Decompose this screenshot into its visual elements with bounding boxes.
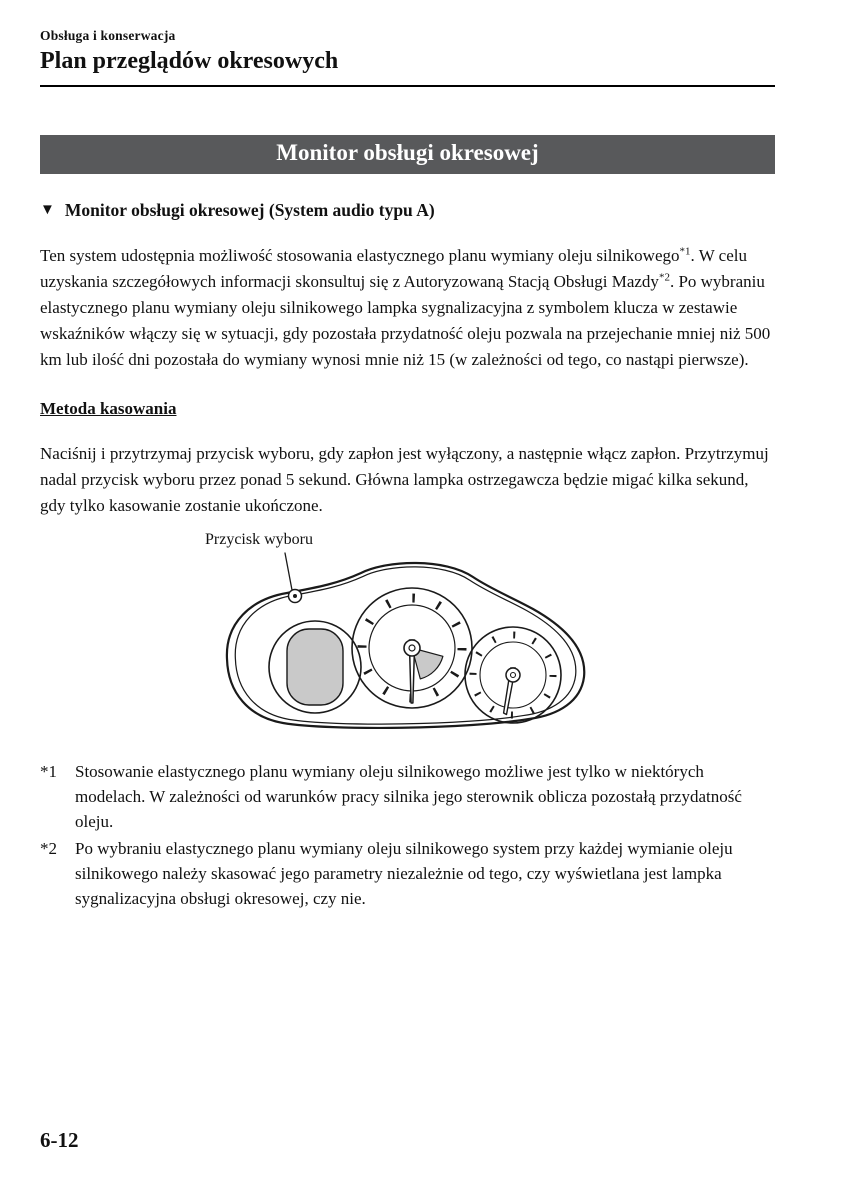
- footnote-1-marker: *1: [40, 762, 57, 781]
- footnote-2: [40, 836, 775, 911]
- center-gauge-hub: [404, 640, 420, 656]
- section-label: Obsługa i konserwacja: [40, 28, 176, 43]
- triangle-marker-icon: ▼: [40, 202, 55, 218]
- footnote-2-text: Po wybraniu elastycznego planu wymiany oleju silnikowego system przy każdej wymianie oleju silnikowego należy skasować jego parametry niezależnie od tego, czy wyświetlana jest lampka sygnalizacyjna obsługi okresowej, czy nie.: [75, 839, 733, 908]
- figure-label: Przycisk wyboru: [205, 531, 313, 548]
- footnote-1-text: Stosowanie elastycznego planu wymiany oleju silnikowego możliwe jest tylko w niektórych modelach. W zależności od warunków pracy silnika jego sterownik oblicza pozostałą przydatność oleju.: [75, 762, 742, 831]
- page-header: [40, 28, 775, 87]
- footnote-2-marker: *2: [40, 839, 57, 858]
- method-paragraph: Naciśnij i przytrzymaj przycisk wyboru, gdy zapłon jest wyłączony, a następnie włącz zapłon. Przytrzymuj nadal przycisk wyboru przez ponad 5 sekund. Główna lampka ostrzegawcza będzie migać kilka sekund, gdy tylko kasowanie zostanie ukończone.: [40, 444, 769, 515]
- instrument-cluster-illustration: [215, 551, 600, 743]
- intro-paragraph: Ten system udostępnia możliwość stosowania elastycznego planu wymiany oleju silnikowego$^{*1}$. W celu uzyskania szczegółowych informacji skonsultuj się z Autoryzowaną Stacją Obsługi Mazdy$^{*2}$. Po wybraniu elastycznego planu wymiany oleju silnikowego lampka sygnalizacyjna z symbolem klucza w zestawie wskaźników włączy się w sytuacji, gdy pozostała przydatność oleju pozwala na przejechanie mniej niż 500 km lub ilość dni pozostała do wymiany wynosi mnie niż 15 (w zależności od tego, co nastąpi pierwsze).: [40, 245, 771, 369]
- left-gauge-display: [287, 629, 343, 705]
- footnotes: [40, 759, 775, 911]
- leader-line: [285, 553, 292, 590]
- instrument-cluster-figure: [187, 531, 667, 743]
- footnote-1: [40, 759, 775, 834]
- right-gauge-hub: [506, 668, 520, 682]
- topic-banner: [40, 135, 775, 174]
- page-number: 6-12: [40, 1128, 79, 1152]
- subsection-heading-text: Monitor obsługi okresowej (System audio typu A): [64, 200, 435, 220]
- header-rule: [40, 85, 775, 87]
- selector-button-dot: [293, 594, 297, 598]
- method-heading: Metoda kasowania: [40, 399, 177, 418]
- chapter-title: Plan przeglądów okresowych: [40, 48, 339, 74]
- topic-banner-title: Monitor obsługi okresowej: [276, 140, 539, 165]
- subsection-heading: [40, 200, 775, 221]
